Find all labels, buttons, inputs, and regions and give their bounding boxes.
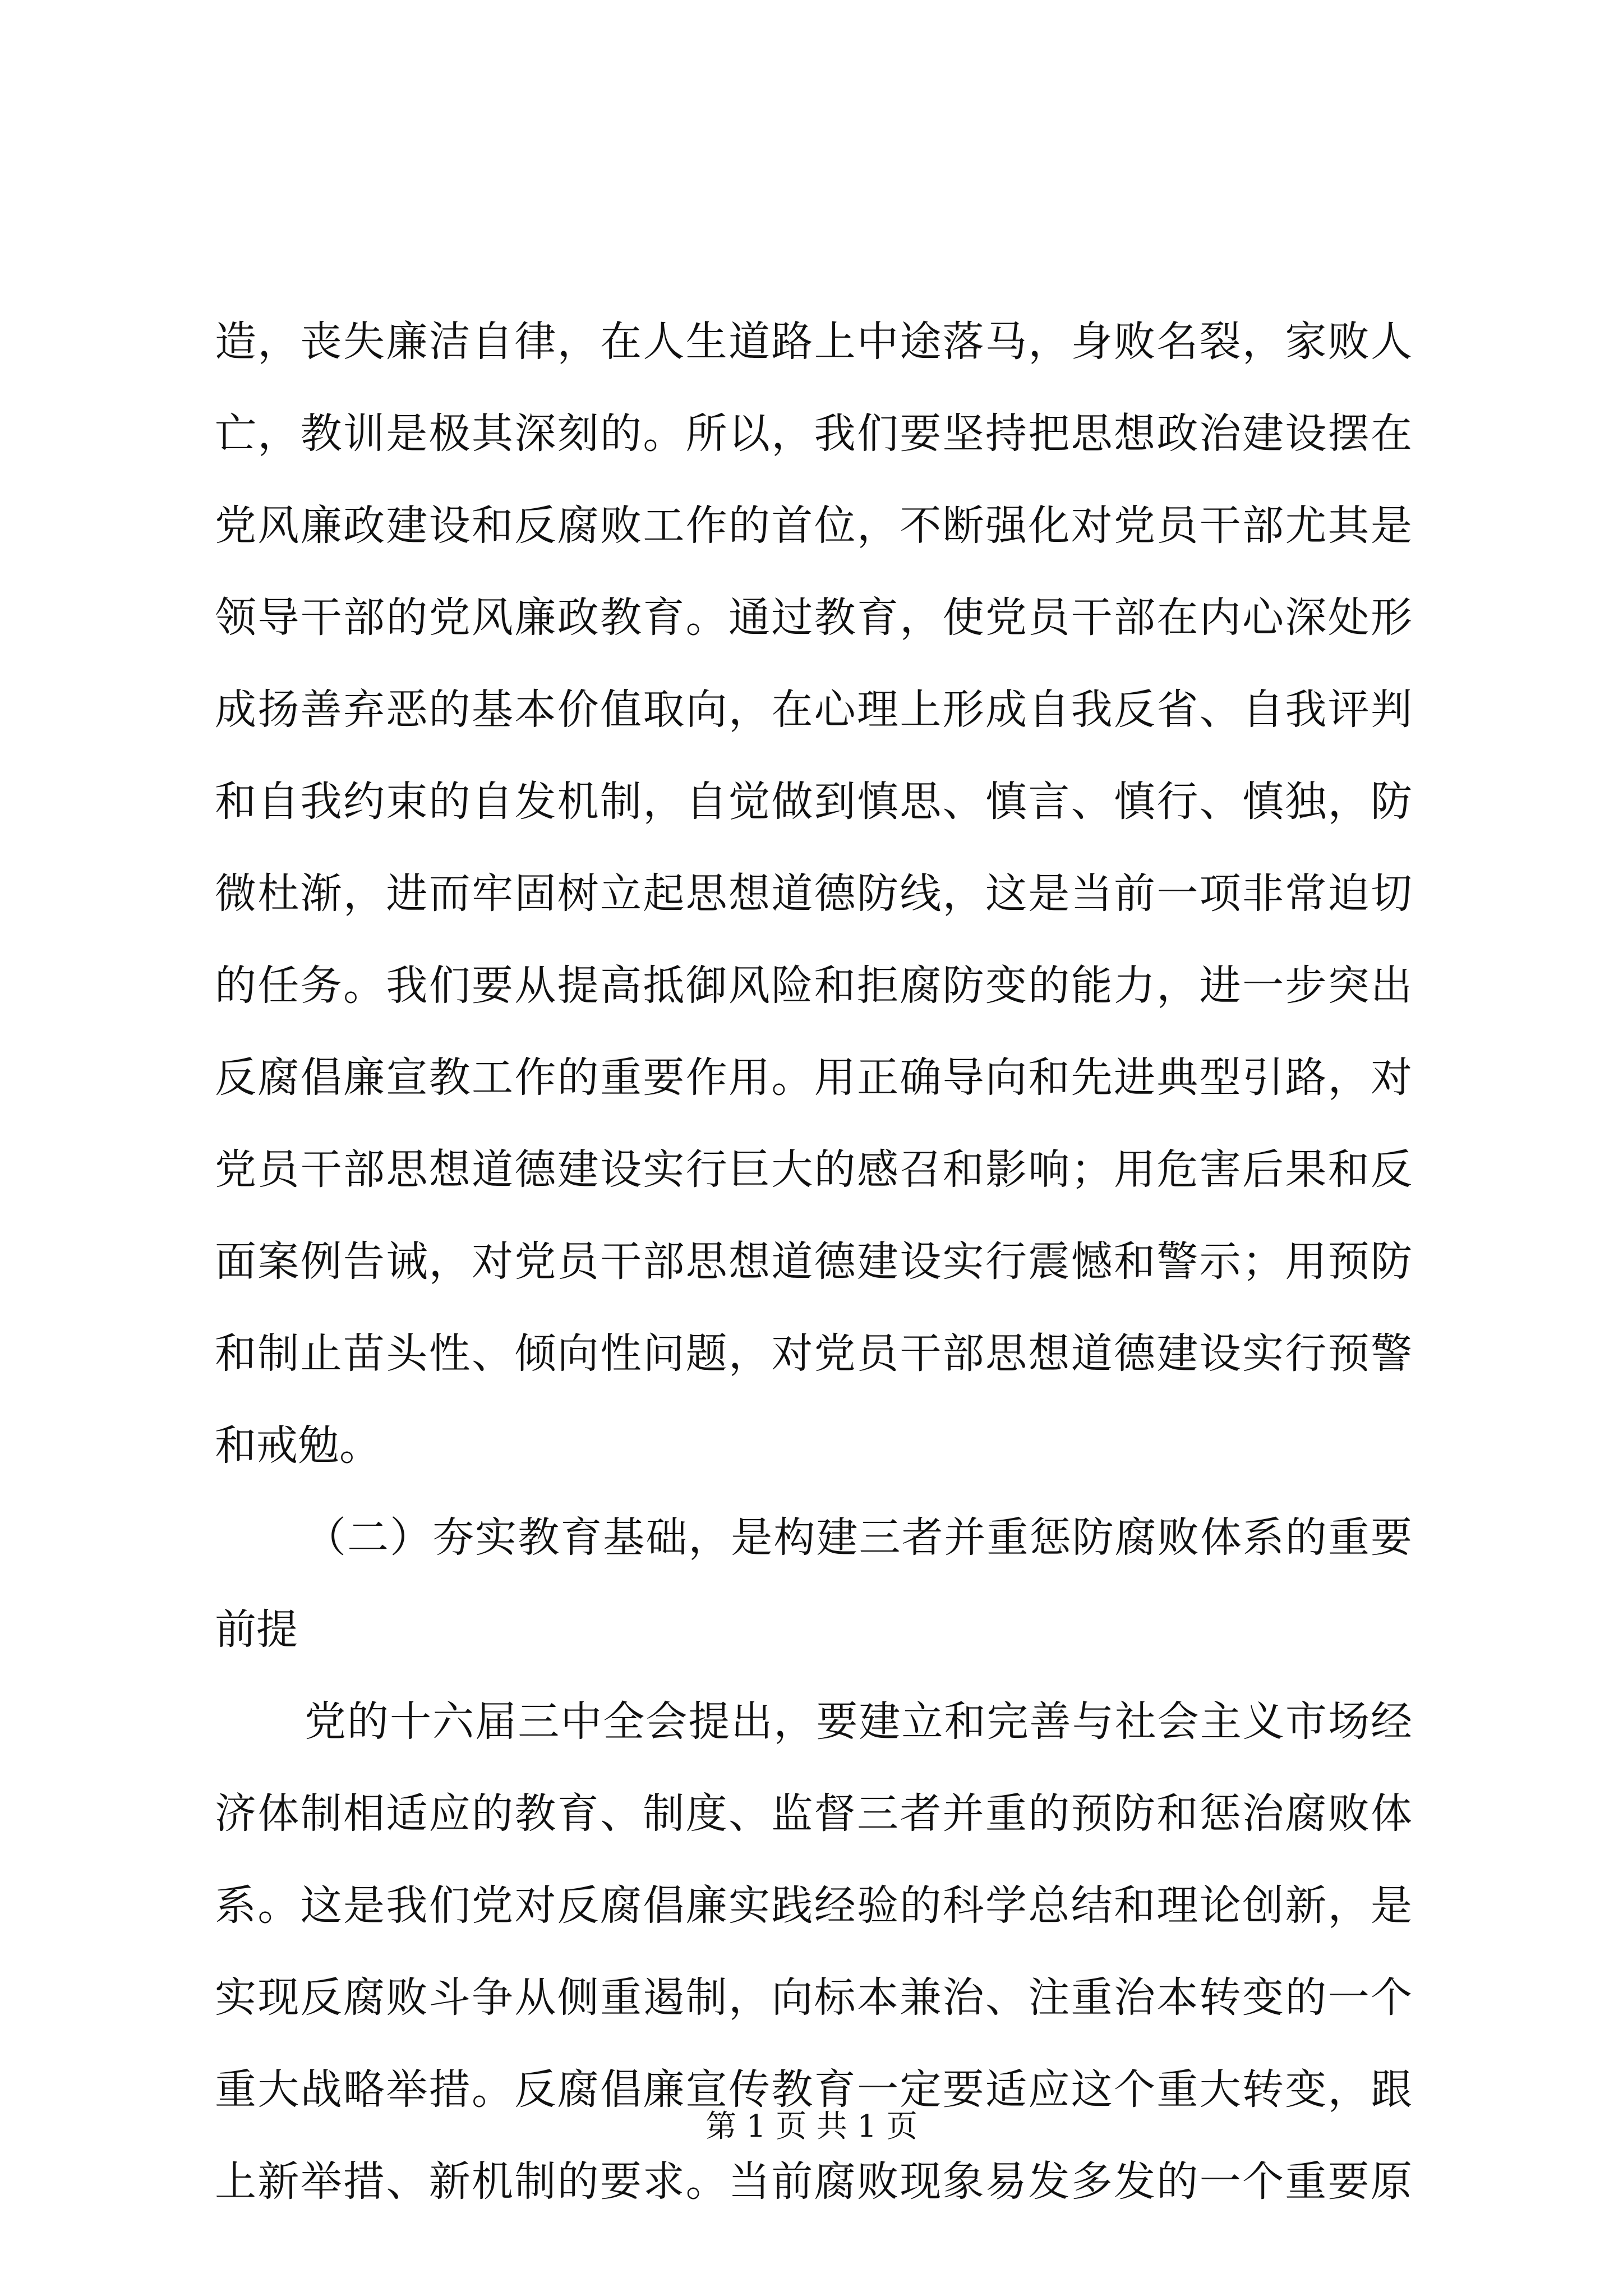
section-heading-line: （二）夯实教育基础，是构建三者并重惩防腐败体系的重要 <box>305 1513 1412 1562</box>
text-line: 党风廉政建设和反腐败工作的首位，不断强化对党员干部尤其是 <box>215 501 1412 550</box>
text-line: 党的十六届三中全会提出，要建立和完善与社会主义市场经 <box>305 1697 1412 1746</box>
text-line: 实现反腐败斗争从侧重遏制，向标本兼治、注重治本转变的一个 <box>215 1973 1412 2022</box>
text-line: 重大战略举措。反腐倡廉宣传教育一定要适应这个重大转变，跟 <box>215 2065 1412 2114</box>
text-line: 和自我约束的自发机制，自觉做到慎思、慎言、慎行、慎独，防 <box>215 777 1412 826</box>
text-line: 的任务。我们要从提高抵御风险和拒腐防变的能力，进一步突出 <box>215 961 1412 1010</box>
document-body <box>215 296 1412 2228</box>
text-line: 微杜渐，进而牢固树立起思想道德防线，这是当前一项非常迫切 <box>215 869 1412 918</box>
text-line: 上新举措、新机制的要求。当前腐败现象易发多发的一个重要原 <box>215 2157 1412 2206</box>
text-line: 反腐倡廉宣教工作的重要作用。用正确导向和先进典型引路，对 <box>215 1053 1412 1102</box>
text-line: 造，丧失廉洁自律，在人生道路上中途落马，身败名裂，家败人 <box>215 318 1412 366</box>
text-line: 济体制相适应的教育、制度、监督三者并重的预防和惩治腐败体 <box>215 1789 1412 1838</box>
text-line: 亡，教训是极其深刻的。所以，我们要坚持把思想政治建设摆在 <box>215 409 1412 458</box>
text-line: 和戒勉。 <box>215 1421 381 1470</box>
text-line: 领导干部的党风廉政教育。通过教育，使党员干部在内心深处形 <box>215 593 1412 642</box>
page-footer <box>0 2106 1623 2146</box>
text-line: 和制止苗头性、倾向性问题，对党员干部思想道德建设实行预警 <box>215 1329 1412 1378</box>
text-line: 成扬善弃恶的基本价值取向，在心理上形成自我反省、自我评判 <box>215 685 1412 734</box>
section-heading-line: 前提 <box>215 1605 298 1654</box>
text-line: 党员干部思想道德建设实行巨大的感召和影响；用危害后果和反 <box>215 1145 1412 1194</box>
page-number-label: 第 1 页 共 1 页 <box>706 2108 917 2144</box>
text-line: 系。这是我们党对反腐倡廉实践经验的科学总结和理论创新，是 <box>215 1881 1412 1930</box>
text-line: 面案例告诫，对党员干部思想道德建设实行震憾和警示；用预防 <box>215 1237 1412 1286</box>
